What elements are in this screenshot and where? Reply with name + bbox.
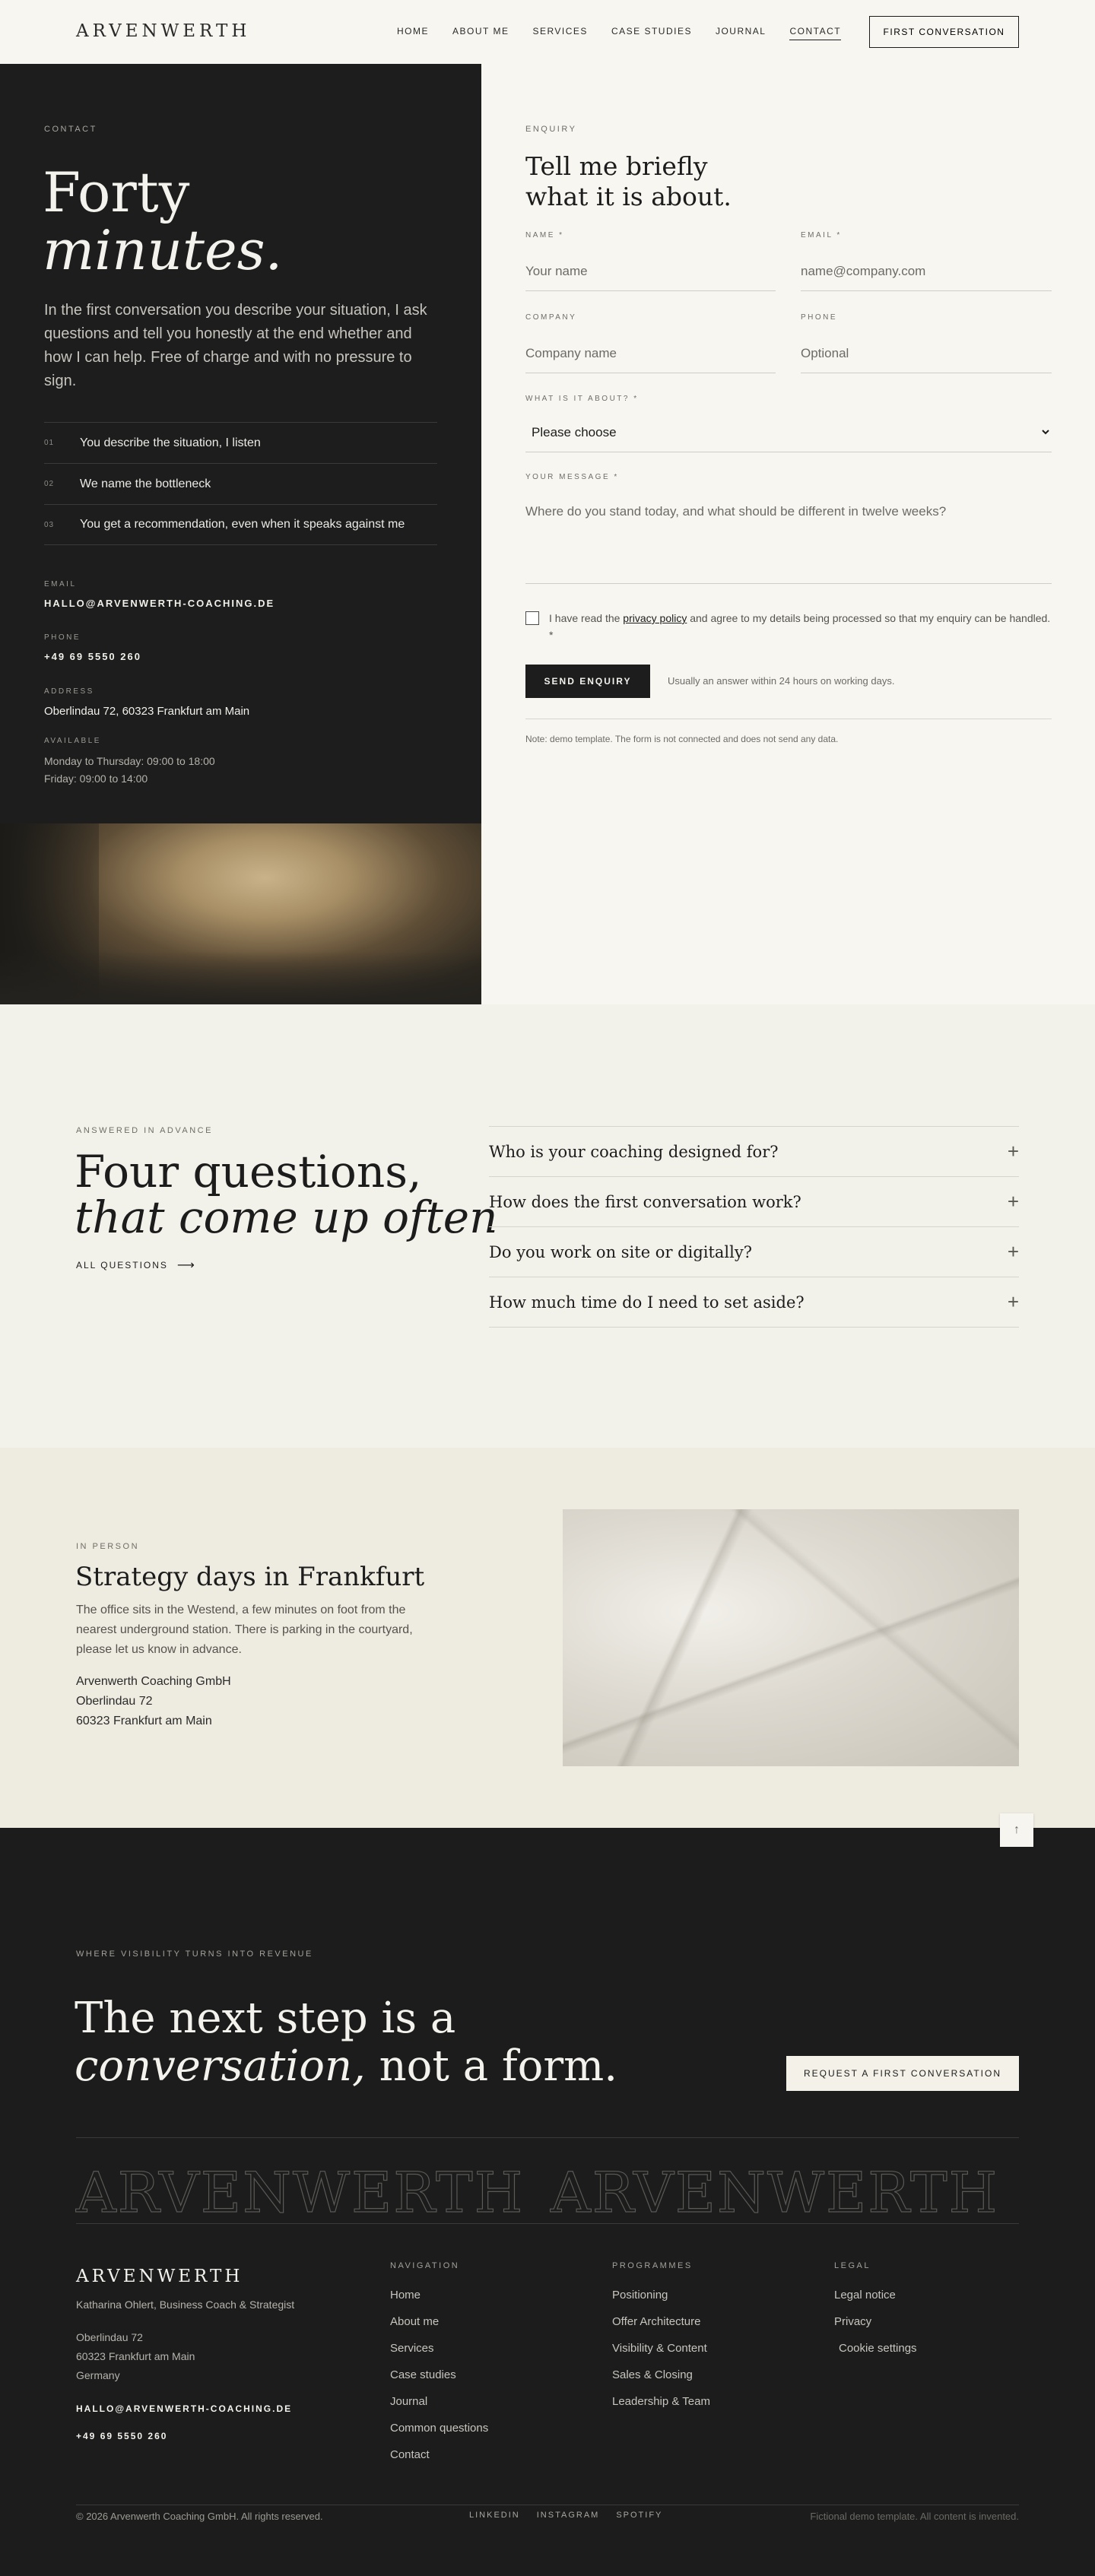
- message-textarea[interactable]: [525, 502, 1052, 583]
- faq-item[interactable]: [489, 1177, 1019, 1227]
- privacy-policy-link[interactable]: privacy policy: [623, 612, 687, 624]
- footer-link-questions[interactable]: Common questions: [390, 2422, 489, 2435]
- in-person-text: The office sits in the Westend, a few minutes on foot from the nearest underground station. There is parking in the courtyard, please let us know in advance.: [76, 1604, 413, 1656]
- footer-link-journal[interactable]: Journal: [390, 2395, 428, 2408]
- in-person-eyebrow: IN PERSON: [76, 1542, 140, 1551]
- faq-question: How does the first conversation work?: [489, 1192, 801, 1211]
- contact-intro: In the first conversation you describe your situation, I ask questions and tell you honestly at the end whether and how I can help. Free of charge and with no pressure to sign.: [44, 302, 427, 389]
- answer-time-note: Usually an answer within 24 hours on working days.: [668, 675, 895, 687]
- footer-link-leadership[interactable]: Leadership & Team: [612, 2395, 710, 2408]
- nav-about-me[interactable]: ABOUT ME: [452, 26, 509, 36]
- company-label: COMPANY: [525, 313, 577, 322]
- contact-title-line2: minutes.: [43, 218, 283, 282]
- contact-photo: [0, 823, 481, 1004]
- step-number: 01: [44, 439, 55, 447]
- step-number: 03: [44, 520, 55, 529]
- email-input[interactable]: [801, 252, 1052, 290]
- faq-item[interactable]: [489, 1127, 1019, 1177]
- fiction-note: Fictional demo template. All content is invented.: [810, 2511, 1019, 2522]
- consent-text-before: I have read the: [549, 612, 624, 624]
- footer-eyebrow: WHERE VISIBILITY TURNS INTO REVENUE: [76, 1949, 313, 1959]
- phone-link[interactable]: +49 69 5550 260: [44, 651, 141, 662]
- step-number: 02: [44, 480, 55, 488]
- arrow-up-icon: ↑: [1014, 1823, 1020, 1836]
- footer-link-positioning[interactable]: Positioning: [612, 2289, 668, 2302]
- footer-link-cookie-settings[interactable]: Cookie settings: [839, 2342, 917, 2355]
- office-address-line2: Oberlindau 72: [76, 1695, 153, 1708]
- company-field: [525, 334, 776, 373]
- in-person-title: Strategy days in Frankfurt: [75, 1562, 425, 1592]
- nav-case-studies[interactable]: CASE STUDIES: [611, 26, 692, 36]
- plus-icon: +: [1007, 1240, 1019, 1263]
- topic-field: [525, 413, 1052, 452]
- plus-icon: +: [1007, 1290, 1019, 1313]
- nav-services[interactable]: SERVICES: [532, 26, 588, 36]
- main-nav: [397, 26, 865, 40]
- consent-checkbox[interactable]: [525, 611, 539, 625]
- name-input[interactable]: [525, 252, 776, 290]
- faq-question: Who is your coaching designed for?: [489, 1142, 779, 1161]
- demo-note: Note: demo template. The form is not connected and does not send any data.: [525, 734, 839, 744]
- site-header: [0, 0, 1095, 64]
- scroll-to-top-button[interactable]: [1000, 1813, 1033, 1847]
- message-field: [525, 502, 1052, 584]
- enquiry-form: [525, 64, 1052, 1004]
- hours-line-1: Monday to Thursday: 09:00 to 18:00: [44, 755, 215, 767]
- phone-label: PHONE: [801, 313, 838, 322]
- footer-email-link[interactable]: HALLO@ARVENWERTH-COACHING.DE: [76, 2403, 293, 2414]
- email-link[interactable]: HALLO@ARVENWERTH-COACHING.DE: [44, 598, 275, 609]
- email-label: EMAIL: [44, 580, 77, 588]
- social-links: [469, 2511, 662, 2520]
- step-item: [44, 422, 437, 463]
- in-person-section: [0, 1448, 1095, 1828]
- contact-panel: [0, 64, 481, 823]
- form-eyebrow: ENQUIRY: [525, 125, 577, 134]
- faq-title-line1: Four questions,: [75, 1146, 422, 1198]
- consent-text-after: and agree to my details being processed so that my enquiry can be handled. *: [549, 612, 1051, 641]
- office-address-line1: Arvenwerth Coaching GmbH: [76, 1675, 231, 1688]
- email-field: [801, 252, 1052, 291]
- footer-legal-column: [834, 2261, 917, 2368]
- footer-bottom-bar: [0, 2511, 1095, 2564]
- footer-link-privacy[interactable]: Privacy: [834, 2315, 872, 2328]
- faq-question: How much time do I need to set aside?: [489, 1293, 805, 1312]
- topic-label: WHAT IS IT ABOUT? *: [525, 395, 639, 403]
- footer-address-line2: 60323 Frankfurt am Main: [76, 2350, 195, 2362]
- faq-section: [0, 1004, 1095, 1448]
- wordmark-text: ARVENWERTH: [551, 2161, 999, 2221]
- footer-link-home[interactable]: Home: [390, 2289, 421, 2302]
- request-conversation-button[interactable]: REQUEST A FIRST CONVERSATION: [786, 2056, 1019, 2091]
- address-label: ADDRESS: [44, 687, 94, 696]
- form-title: Tell me briefly what it is about.: [525, 151, 732, 211]
- faq-list: [489, 1126, 1019, 1328]
- faq-item[interactable]: [489, 1227, 1019, 1277]
- footer-link-services[interactable]: Services: [390, 2342, 434, 2355]
- arrow-right-icon: ⟶: [176, 1259, 195, 1272]
- footer-phone-link[interactable]: +49 69 5550 260: [76, 2431, 168, 2441]
- step-text: You describe the situation, I listen: [80, 436, 261, 449]
- footer-address-line3: Germany: [76, 2369, 120, 2381]
- step-item: [44, 463, 437, 504]
- footer-link-legal-notice[interactable]: Legal notice: [834, 2289, 896, 2302]
- step-item: [44, 504, 437, 545]
- plus-icon: +: [1007, 1190, 1019, 1213]
- name-label: NAME *: [525, 231, 564, 240]
- linkedin-link[interactable]: LINKEDIN: [469, 2511, 520, 2520]
- footer-programmes-column: [612, 2261, 710, 2422]
- message-label: YOUR MESSAGE *: [525, 473, 619, 481]
- wordmark-text: ARVENWERTH: [76, 2161, 525, 2221]
- available-label: AVAILABLE: [44, 737, 101, 745]
- footer-address-line1: Oberlindau 72: [76, 2331, 143, 2343]
- site-footer: [0, 1828, 1095, 2576]
- nav-contact[interactable]: CONTACT: [789, 26, 841, 40]
- send-enquiry-button[interactable]: SEND ENQUIRY: [525, 665, 650, 698]
- footer-link-visibility[interactable]: Visibility & Content: [612, 2342, 707, 2355]
- footer-title-line1: The next step is a: [75, 1994, 456, 2043]
- phone-input[interactable]: [801, 334, 1052, 373]
- address-value: Oberlindau 72, 60323 Frankfurt am Main: [44, 705, 250, 718]
- hours-line-2: Friday: 09:00 to 14:00: [44, 772, 148, 785]
- spotify-link[interactable]: SPOTIFY: [616, 2511, 663, 2520]
- name-field: [525, 252, 776, 291]
- all-questions-link[interactable]: [76, 1258, 195, 1273]
- step-text: You get a recommendation, even when it speaks against me: [80, 518, 405, 531]
- footer-programmes-title: PROGRAMMES: [612, 2261, 693, 2270]
- copyright: © 2026 Arvenwerth Coaching GmbH. All rights reserved.: [76, 2511, 323, 2522]
- office-address-line3: 60323 Frankfurt am Main: [76, 1715, 212, 1727]
- footer-nav-column: [390, 2261, 488, 2475]
- footer-link-contact[interactable]: Contact: [390, 2448, 430, 2461]
- faq-item[interactable]: [489, 1277, 1019, 1328]
- topic-select[interactable]: [525, 413, 1052, 452]
- site-logo[interactable]: ARVENWERTH: [76, 21, 251, 41]
- footer-link-offer-architecture[interactable]: Offer Architecture: [612, 2315, 701, 2328]
- plus-icon: +: [1007, 1140, 1019, 1163]
- step-text: We name the bottleneck: [80, 477, 211, 490]
- photo-shadow: [0, 951, 481, 1004]
- phone-label: PHONE: [44, 633, 81, 642]
- all-questions-label: ALL QUESTIONS: [76, 1260, 168, 1271]
- faq-question: Do you work on site or digitally?: [489, 1242, 752, 1261]
- nav-journal[interactable]: JOURNAL: [715, 26, 766, 36]
- footer-divider: [76, 2137, 1019, 2138]
- footer-legal-title: LEGAL: [834, 2261, 871, 2270]
- footer-divider: [76, 2223, 1019, 2224]
- footer-link-about[interactable]: About me: [390, 2315, 440, 2328]
- footer-link-case-studies[interactable]: Case studies: [390, 2368, 456, 2381]
- email-label: EMAIL *: [801, 231, 842, 240]
- footer-title-line2: [75, 2043, 617, 2090]
- faq-eyebrow: ANSWERED IN ADVANCE: [76, 1126, 213, 1135]
- first-conversation-button[interactable]: FIRST CONVERSATION: [869, 16, 1019, 48]
- footer-logo[interactable]: ARVENWERTH: [76, 2267, 243, 2286]
- consent-text: [549, 610, 1051, 643]
- phone-field: [801, 334, 1052, 373]
- nav-home[interactable]: HOME: [397, 26, 429, 36]
- contact-eyebrow: CONTACT: [44, 125, 97, 134]
- footer-wordmark: [0, 2160, 1095, 2221]
- footer-title-rest: not a form.: [365, 2041, 617, 2091]
- footer-subtitle: Katharina Ohlert, Business Coach & Strategist: [76, 2298, 295, 2311]
- company-input[interactable]: [525, 334, 776, 373]
- instagram-link[interactable]: INSTAGRAM: [536, 2511, 600, 2520]
- faq-title-line2: that come up often: [75, 1191, 498, 1243]
- footer-nav-title: NAVIGATION: [390, 2261, 460, 2270]
- footer-link-sales[interactable]: Sales & Closing: [612, 2368, 693, 2381]
- footer-title-emphasis: conversation,: [75, 2041, 366, 2091]
- marble-image: [563, 1509, 1019, 1766]
- contact-title-line1: Forty: [43, 160, 190, 224]
